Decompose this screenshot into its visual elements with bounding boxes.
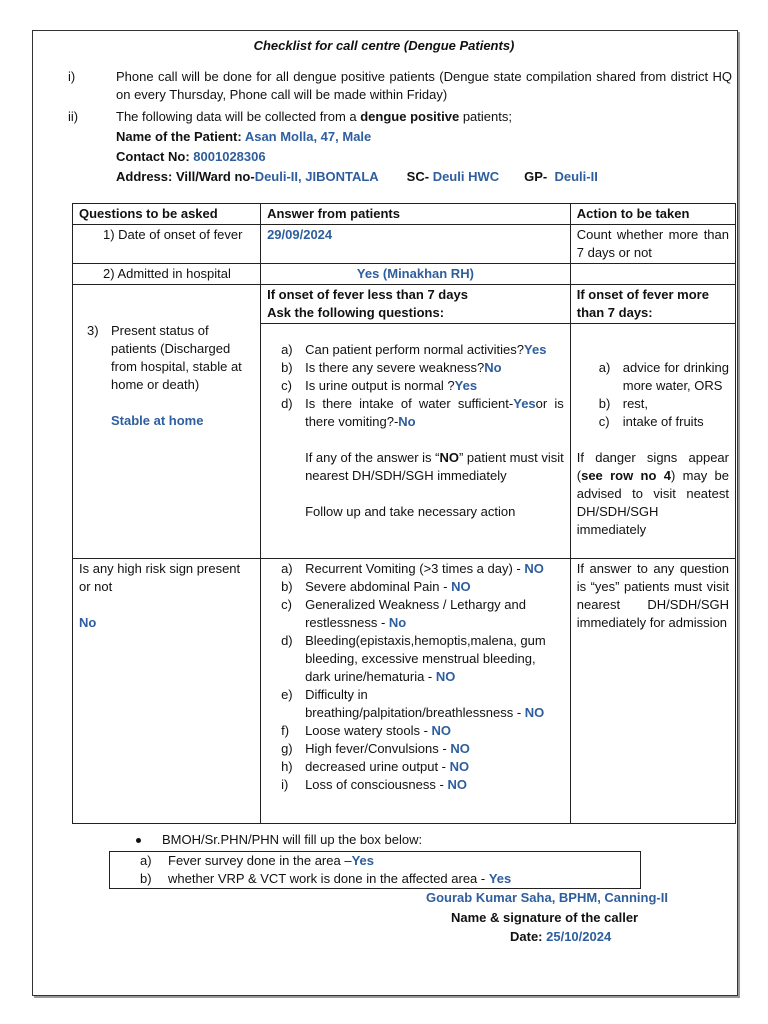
row4-answers: [261, 559, 571, 824]
table-row: [73, 285, 736, 324]
row4-action: If answer to any question is “yes” patients must visit nearest DH/SDH/SGH immediately for admission: [570, 559, 735, 824]
address-line: Address: Vill/Ward no-Deuli-II, JIBONTALA SC- Deuli HWC GP- Deuli-II: [116, 169, 598, 184]
list-item: c) Is urine output is normal ?Yes: [281, 378, 478, 393]
list-item: b) Severe abdominal Pain - NO: [281, 579, 471, 594]
list-item: d) Is there intake of water sufficient-Yesor is there vomiting?-No: [281, 396, 564, 429]
list-item: c) Generalized Weakness / Lethargy and restlessness - No: [281, 597, 526, 630]
intro-item-2: [68, 108, 732, 198]
bmoh-item-b: b) whether VRP & VCT work is done in the affected area - Yes: [140, 871, 512, 886]
address-value: Deuli-II, JIBONTALA: [254, 169, 379, 184]
bmoh-instruction: BMOH/Sr.PHN/PHN will fill up the box below:: [140, 832, 422, 847]
header-answers: Answer from patients: [261, 204, 571, 225]
row1-answer: 29/09/2024: [261, 225, 571, 264]
list-item: b) rest,: [598, 396, 649, 411]
bmoh-item-a: a) Fever survey done in the area –Yes: [140, 853, 374, 868]
row4-answer-list: [267, 560, 564, 794]
row4-question-answer: No: [79, 615, 97, 630]
row3-mid-header: If onset of fever less than 7 days Ask the following questions:: [261, 285, 571, 324]
list-item: e) Difficulty in breathing/palpitation/breathlessness - NO: [281, 687, 545, 720]
list-item: c) intake of fruits: [598, 414, 704, 429]
row3-note-1: If any of the answer is “NO” patient must visit nearest DH/SDH/SGH immediately: [305, 450, 564, 483]
patient-name-line: Name of the Patient: Asan Molla, 47, Male: [116, 129, 372, 144]
intro-item-1: [68, 68, 732, 104]
table-row: [73, 225, 736, 264]
row3-danger-note: If danger signs appear (see row no 4) may be advised to visit neatest DH/SDH/SGH immediately: [576, 450, 730, 537]
bullet-icon: [136, 838, 141, 843]
row3-question: [73, 285, 261, 559]
list-item: i) Loss of consciousness - NO: [281, 777, 467, 792]
row2-answer: Yes (Minakhan RH): [261, 264, 571, 285]
intro-item-1-number: i): [68, 69, 76, 84]
table-row: [73, 264, 736, 285]
row1-question: 1) Date of onset of fever: [73, 225, 261, 264]
page-title: Checklist for call centre (Dengue Patients): [253, 38, 515, 53]
row1-action: Count whether more than 7 days or not: [570, 225, 735, 264]
sc-value: Deuli HWC: [432, 169, 500, 184]
row2-question: 2) Admitted in hospital: [73, 264, 261, 285]
row3-question-text: 3) Present status of patients (Discharged from hospital, stable at home or death): [87, 323, 242, 392]
intro-item-2-text: The following data will be collected from a dengue positive patients;: [116, 109, 512, 124]
signature-label: Name & signature of the caller: [451, 910, 639, 925]
intro-item-2-number: ii): [68, 109, 79, 124]
row3-actions: [570, 324, 735, 559]
row3-question-answer: Stable at home: [111, 413, 204, 428]
row3-answer-list: [267, 341, 564, 431]
caller-name: Gourab Kumar Saha, BPHM, Canning-II: [426, 890, 668, 905]
row3-note-2: Follow up and take necessary action: [305, 504, 516, 519]
list-item: a) Can patient perform normal activities?Yes: [281, 342, 547, 357]
bmoh-box: [109, 851, 641, 889]
table-header-row: [73, 204, 736, 225]
list-item: a) advice for drinking more water, ORS: [598, 360, 729, 393]
list-item: f) Loose watery stools - NO: [281, 723, 452, 738]
list-item: g) High fever/Convulsions - NO: [281, 741, 470, 756]
row4-question-text: Is any high risk sign present or not: [79, 561, 241, 594]
patient-name-value: Asan Molla, 47, Male: [244, 129, 372, 144]
row3-right-header: If onset of fever more than 7 days:: [570, 285, 735, 324]
checklist-table: [72, 203, 736, 824]
row3-answers: [261, 324, 571, 559]
row3-action-list: [577, 359, 729, 431]
list-item: a) Recurrent Vomiting (>3 times a day) - NO: [281, 561, 544, 576]
row2-action: [570, 264, 735, 285]
table-row: [73, 559, 736, 824]
contact-value: 8001028306: [193, 149, 266, 164]
row4-question: [73, 559, 261, 824]
list-item: h) decreased urine output - NO: [281, 759, 470, 774]
intro-item-2-body: [116, 108, 732, 186]
intro-item-1-text: Phone call will be done for all dengue positive patients (Dengue state compilation shared from district HQ on every Thursday, Phone call will be made within Friday): [116, 69, 732, 102]
contact-line: Contact No: 8001028306: [116, 149, 266, 164]
date-line: Date: 25/10/2024: [510, 929, 612, 944]
header-actions: Action to be taken: [570, 204, 735, 225]
gp-value: Deuli-II: [554, 169, 598, 184]
header-questions: Questions to be asked: [73, 204, 261, 225]
date-value: 25/10/2024: [546, 929, 612, 944]
list-item: d) Bleeding(epistaxis,hemoptis,malena, gum bleeding, excessive menstrual bleeding, dark urine/hematuria - NO: [281, 633, 546, 684]
list-item: b) Is there any severe weakness?No: [281, 360, 502, 375]
